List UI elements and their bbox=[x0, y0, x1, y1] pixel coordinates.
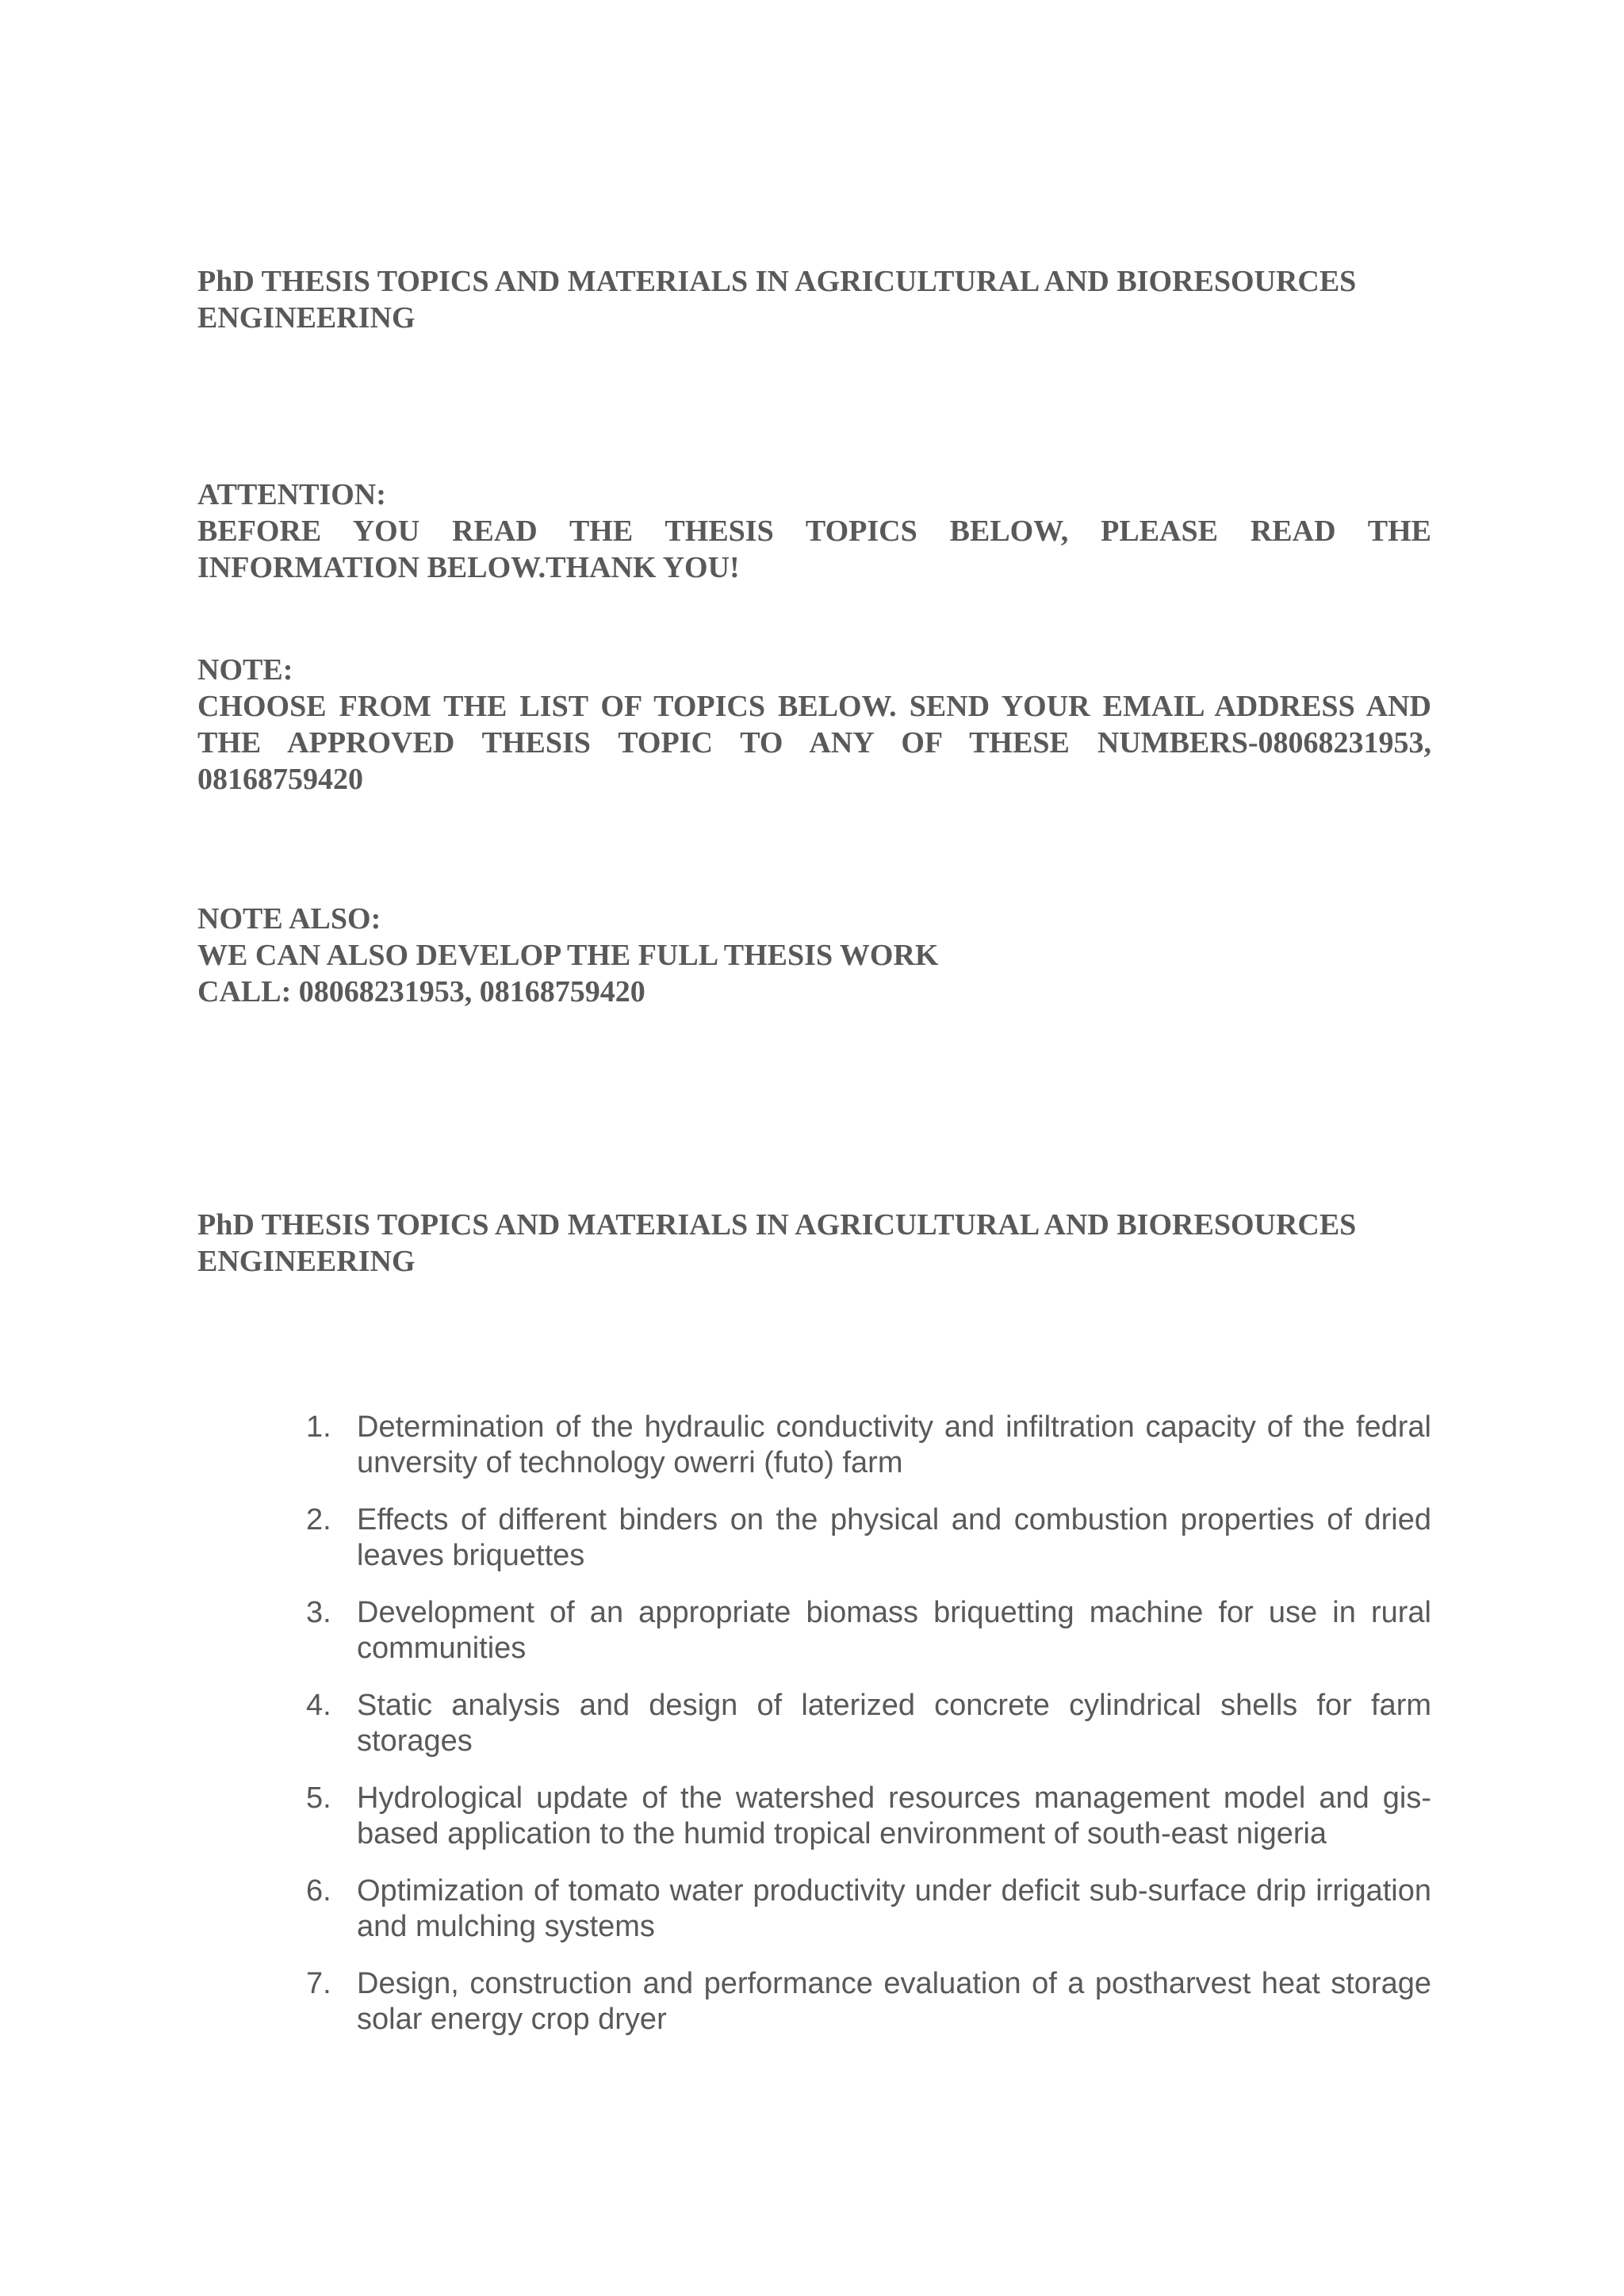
list-item-number: 1. bbox=[306, 1410, 331, 1444]
attention-text: BEFORE YOU READ THE THESIS TOPICS BELOW, PLEASE READ THE INFORMATION BELOW.THANK YOU! bbox=[197, 515, 1431, 584]
note-also-heading: NOTE ALSO: bbox=[197, 902, 381, 936]
list-item-text: Static analysis and design of laterized concrete cylindrical shells for farm storages bbox=[357, 1689, 1431, 1758]
document-title bbox=[197, 263, 1431, 336]
list-item bbox=[197, 1595, 1431, 1667]
topics-list bbox=[197, 1410, 1431, 2059]
note-also-line-1: WE CAN ALSO DEVELOP THE FULL THESIS WORK bbox=[197, 939, 939, 972]
note-also-line-2: CALL: 08068231953, 08168759420 bbox=[197, 975, 645, 1008]
list-item bbox=[197, 1873, 1431, 1945]
list-item-number: 5. bbox=[306, 1781, 331, 1815]
list-item-text: Development of an appropriate biomass briquetting machine for use in rural communities bbox=[357, 1596, 1431, 1665]
list-item bbox=[197, 1966, 1431, 2038]
attention-section bbox=[197, 476, 1431, 586]
note-section bbox=[197, 652, 1431, 798]
note-also-section bbox=[197, 901, 1431, 1010]
list-item bbox=[197, 1781, 1431, 1852]
list-item-number: 4. bbox=[306, 1689, 331, 1722]
list-item-number: 6. bbox=[306, 1874, 331, 1908]
list-item bbox=[197, 1502, 1431, 1574]
section-title-text: PhD THESIS TOPICS AND MATERIALS IN AGRICULTURAL AND BIORESOURCES ENGINEERING bbox=[197, 1208, 1357, 1278]
list-item bbox=[197, 1410, 1431, 1481]
list-item-text: Design, construction and performance evaluation of a postharvest heat storage solar energy crop dryer bbox=[357, 1967, 1431, 2036]
list-item-number: 3. bbox=[306, 1596, 331, 1629]
list-item bbox=[197, 1688, 1431, 1759]
list-item-number: 7. bbox=[306, 1967, 331, 2000]
attention-heading: ATTENTION: bbox=[197, 478, 386, 511]
note-heading: NOTE: bbox=[197, 653, 293, 687]
document-title-text: PhD THESIS TOPICS AND MATERIALS IN AGRICULTURAL AND BIORESOURCES ENGINEERING bbox=[197, 265, 1357, 335]
note-text: CHOOSE FROM THE LIST OF TOPICS BELOW. SEND YOUR EMAIL ADDRESS AND THE APPROVED THESIS TOPIC TO ANY OF THESE NUMBERS-08068231953, 08168759420 bbox=[197, 690, 1431, 796]
list-item-text: Effects of different binders on the physical and combustion properties of dried leaves briquettes bbox=[357, 1503, 1431, 1572]
list-item-number: 2. bbox=[306, 1503, 331, 1536]
list-item-text: Determination of the hydraulic conductivity and infiltration capacity of the fedral unversity of technology owerri (futo) farm bbox=[357, 1410, 1431, 1479]
section-title bbox=[197, 1207, 1431, 1280]
list-item-text: Hydrological update of the watershed resources management model and gis-based application to the humid tropical environment of south-east nigeria bbox=[357, 1781, 1431, 1850]
list-item-text: Optimization of tomato water productivity under deficit sub-surface drip irrigation and mulching systems bbox=[357, 1874, 1431, 1943]
